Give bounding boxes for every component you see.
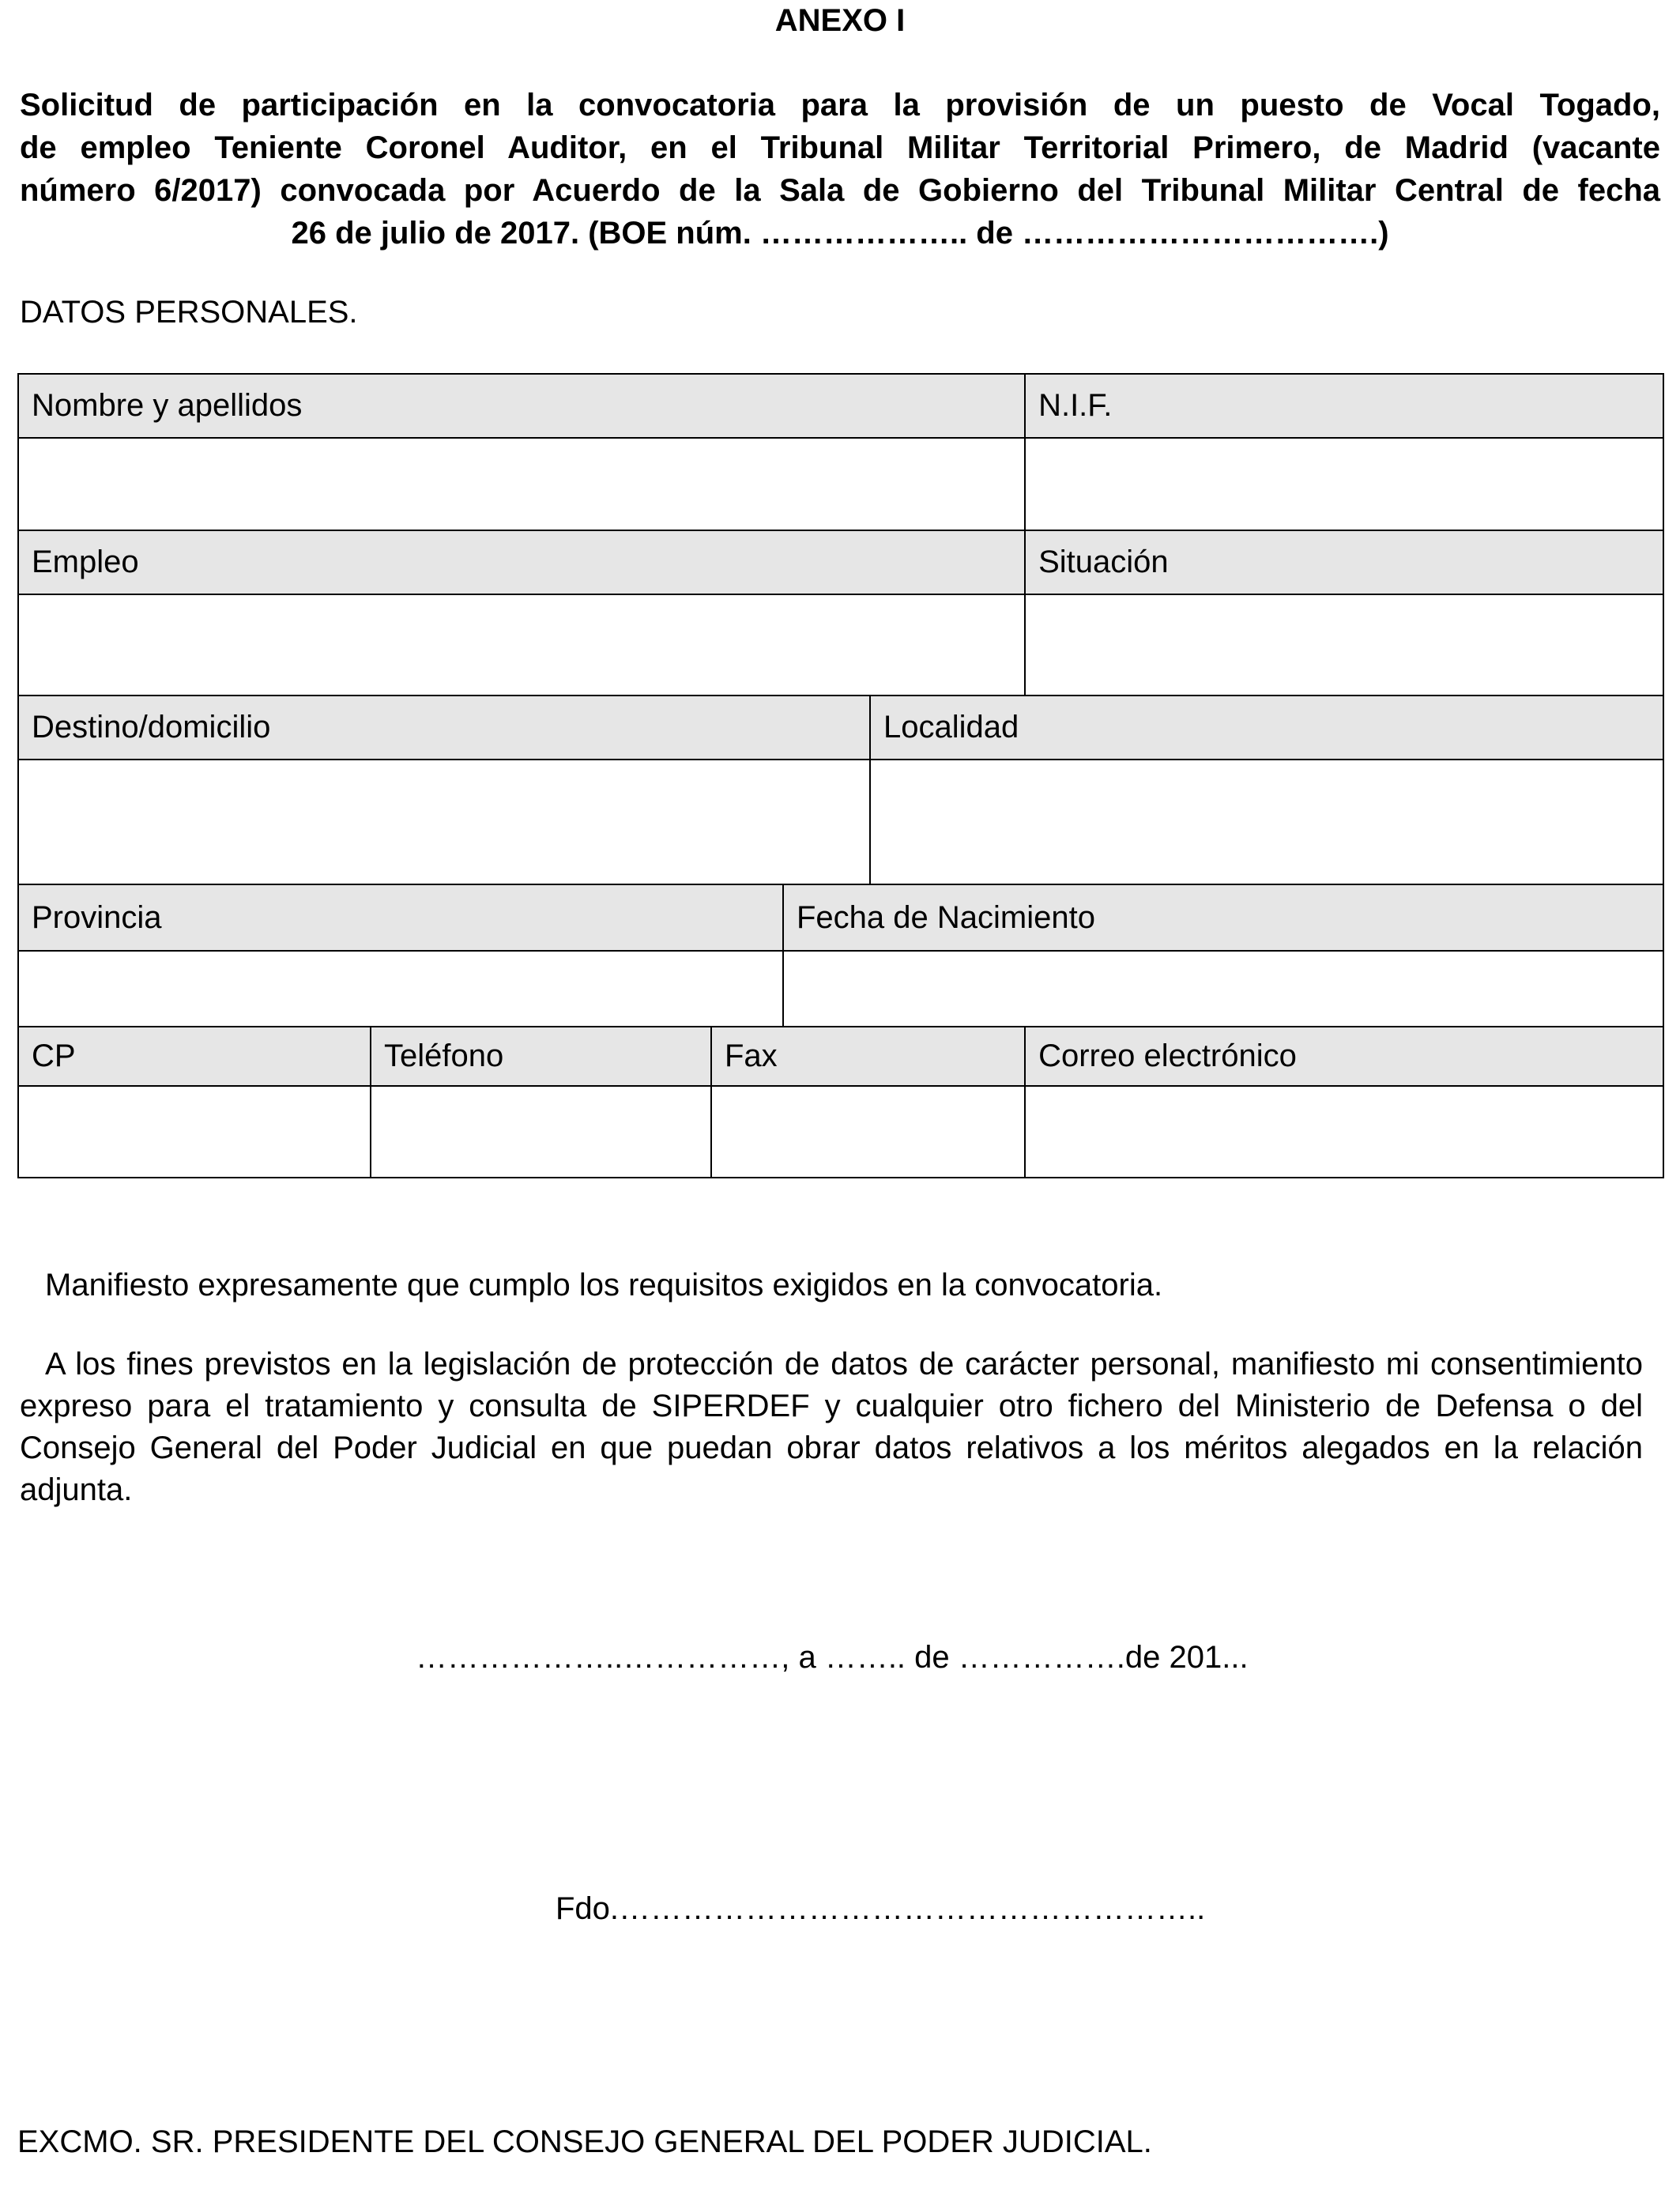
form-input-row (18, 760, 1663, 884)
destino-field[interactable] (18, 760, 870, 884)
nif-label: N.I.F. (1025, 374, 1663, 438)
requirements-text: Manifiesto expresamente que cumplo los requisitos exigidos en la convocatoria. (45, 1268, 1163, 1302)
telefono-label: Teléfono (371, 1027, 711, 1086)
form-label-row (18, 1027, 1663, 1086)
fax-field[interactable] (711, 1086, 1025, 1178)
consent-statement (20, 1344, 1643, 1511)
title-line: de empleo Teniente Coronel Auditor, en el Tribunal Militar Territorial Primero, de Madrid (vacante (20, 130, 1660, 165)
situacion-field[interactable] (1025, 594, 1663, 696)
telefono-field[interactable] (371, 1086, 711, 1178)
situacion-label: Situación (1025, 530, 1663, 594)
nombre-field[interactable] (18, 438, 1025, 530)
correo-field[interactable] (1025, 1086, 1663, 1178)
personal-data-form (17, 373, 1664, 1178)
form-input-row (18, 1086, 1663, 1178)
fax-label: Fax (711, 1027, 1025, 1086)
provincia-field[interactable] (18, 951, 783, 1027)
localidad-field[interactable] (870, 760, 1663, 884)
form-input-row (18, 438, 1663, 530)
form-label-row (18, 696, 1663, 760)
requirements-statement (20, 1265, 1643, 1306)
nombre-label: Nombre y apellidos (18, 374, 1025, 438)
signature-line: Fdo.……………………………………………….. (556, 1891, 1206, 1926)
form-label-row (18, 374, 1663, 438)
annex-title: ANEXO I (774, 3, 906, 38)
section-heading: DATOS PERSONALES. (20, 295, 358, 330)
title-line: número 6/2017) convocada por Acuerdo de la Sala de Gobierno del Tribunal Militar Central de fecha (20, 173, 1660, 208)
empleo-field[interactable] (18, 594, 1025, 696)
form-label-row (18, 884, 1663, 951)
consent-text: A los fines previstos en la legislación de protección de datos de carácter personal, manifiesto mi consentimiento expreso para el tratamiento y consulta de SIPERDEF y cualquier otro fichero del Ministerio de Defensa o del Consejo General del Poder Judicial en que puedan obrar datos relativos a los méritos alegados en la relación adjunta. (20, 1347, 1643, 1507)
destino-label: Destino/domicilio (18, 696, 870, 760)
fecha-nacimiento-label: Fecha de Nacimiento (783, 884, 1663, 951)
title-line: Solicitud de participación en la convocatoria para la provisión de un puesto de Vocal Togado, (20, 88, 1660, 123)
title-line: 26 de julio de 2017. (BOE núm. ……………….. de …………………………….) (291, 216, 1389, 251)
form-label-row (18, 530, 1663, 594)
cp-field[interactable] (18, 1086, 371, 1178)
form-input-row (18, 594, 1663, 696)
localidad-label: Localidad (870, 696, 1663, 760)
cp-label: CP (18, 1027, 371, 1086)
document-title (20, 84, 1660, 254)
provincia-label: Provincia (18, 884, 783, 951)
addressee: EXCMO. SR. PRESIDENTE DEL CONSEJO GENERAL DEL PODER JUDICIAL. (17, 2124, 1152, 2159)
empleo-label: Empleo (18, 530, 1025, 594)
nif-field[interactable] (1025, 438, 1663, 530)
form-input-row (18, 951, 1663, 1027)
fecha-nacimiento-field[interactable] (783, 951, 1663, 1027)
place-date-line: ………………..……………, a …….. de …………….de 201... (416, 1640, 1249, 1675)
correo-label: Correo electrónico (1025, 1027, 1663, 1086)
